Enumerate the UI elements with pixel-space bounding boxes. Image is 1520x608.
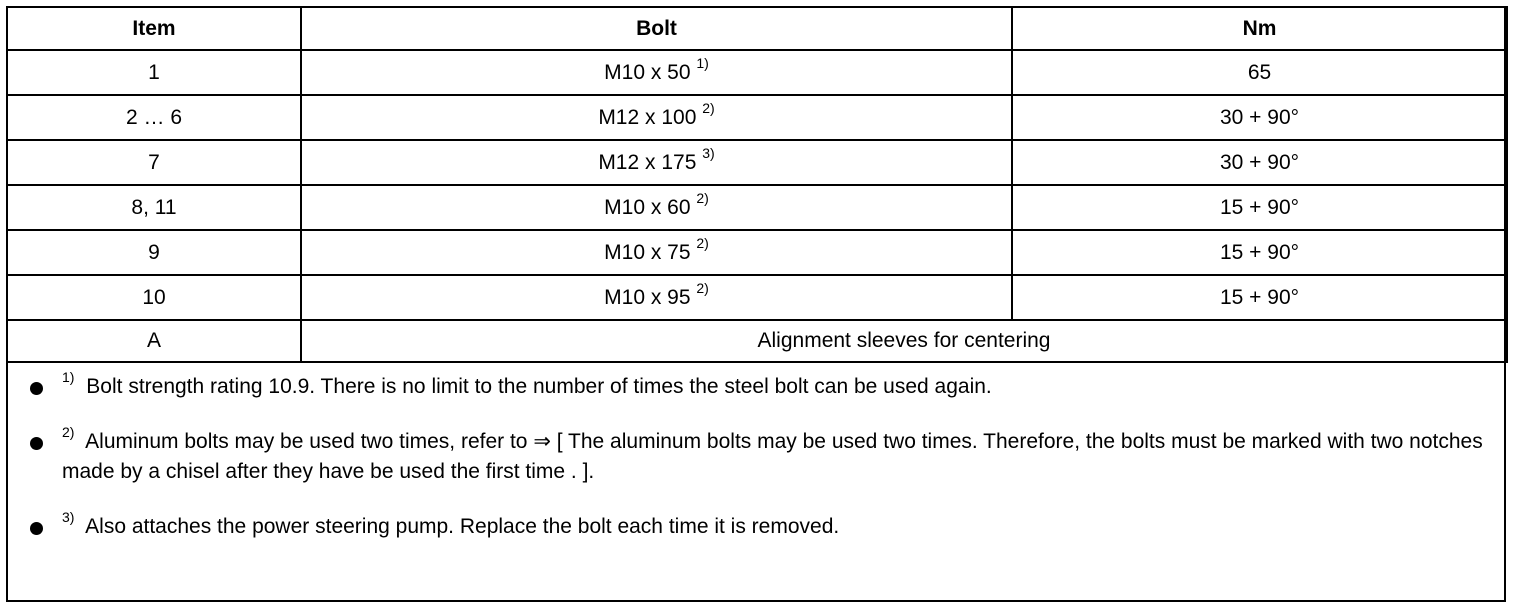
- bolt-size: M12 x 100: [598, 105, 697, 129]
- cell-nm: 30 + 90°: [1012, 140, 1507, 185]
- table-row: [7, 140, 1507, 185]
- table-row: [7, 95, 1507, 140]
- cell-item: 7: [7, 140, 301, 185]
- cell-item: 10: [7, 275, 301, 320]
- header-item: Item: [7, 7, 301, 50]
- footnotes: [6, 360, 1506, 567]
- footnote-ref: 2): [702, 99, 715, 116]
- bullet-icon: [30, 382, 43, 395]
- footnote-marker: 1): [62, 369, 75, 385]
- cell-bolt: [301, 185, 1012, 230]
- bullet-icon: [30, 522, 43, 535]
- cell-bolt: [301, 140, 1012, 185]
- table-row: [7, 50, 1507, 95]
- table-row-alignment: [7, 320, 1507, 362]
- footnote-ref: 2): [696, 279, 709, 296]
- footnote-item: [6, 509, 1506, 542]
- cell-item: 2 … 6: [7, 95, 301, 140]
- cell-item: 1: [7, 50, 301, 95]
- cell-nm: 15 + 90°: [1012, 275, 1507, 320]
- footnote-ref: 2): [696, 189, 709, 206]
- table-row: [7, 230, 1507, 275]
- bolt-size: M10 x 60: [604, 195, 691, 219]
- bolt-size: M10 x 50: [604, 60, 691, 84]
- torque-table: [6, 6, 1508, 363]
- cell-bolt: [301, 275, 1012, 320]
- footnote-text: Also attaches the power steering pump. Replace the bolt each time it is removed.: [85, 515, 840, 538]
- bolt-size: M12 x 175: [598, 150, 697, 174]
- cell-nm: 65: [1012, 50, 1507, 95]
- cell-bolt: [301, 50, 1012, 95]
- cell-item: A: [7, 320, 301, 362]
- footnote-text: Bolt strength rating 10.9. There is no limit to the number of times the steel bolt can be used again.: [86, 375, 992, 398]
- table-row: [7, 185, 1507, 230]
- cell-bolt: [301, 230, 1012, 275]
- cell-item: 8, 11: [7, 185, 301, 230]
- cell-nm: 15 + 90°: [1012, 230, 1507, 275]
- footnote-marker: 2): [62, 424, 75, 440]
- header-nm: Nm: [1012, 7, 1507, 50]
- footnote-ref: 1): [696, 54, 709, 71]
- cell-nm: 15 + 90°: [1012, 185, 1507, 230]
- header-bolt: Bolt: [301, 7, 1012, 50]
- table-row: [7, 275, 1507, 320]
- cell-nm: 30 + 90°: [1012, 95, 1507, 140]
- bullet-icon: [30, 437, 43, 450]
- footnote-text: Aluminum bolts may be used two times, refer to ⇒ [ The aluminum bolts may be used two times. Therefore, the bolts must be marked with two notches made by a chisel after they have be used the first time . ].: [62, 430, 1483, 483]
- footnote-ref: 3): [702, 144, 715, 161]
- footnote-marker: 3): [62, 509, 75, 525]
- table-header-row: [7, 7, 1507, 50]
- footnote-item: [6, 369, 1506, 402]
- cell-bolt: [301, 95, 1012, 140]
- bolt-size: M10 x 95: [604, 285, 691, 309]
- footnote-ref: 2): [696, 234, 709, 251]
- cell-description: Alignment sleeves for centering: [301, 320, 1507, 362]
- cell-item: 9: [7, 230, 301, 275]
- bolt-size: M10 x 75: [604, 240, 691, 264]
- footnote-item: [6, 424, 1506, 487]
